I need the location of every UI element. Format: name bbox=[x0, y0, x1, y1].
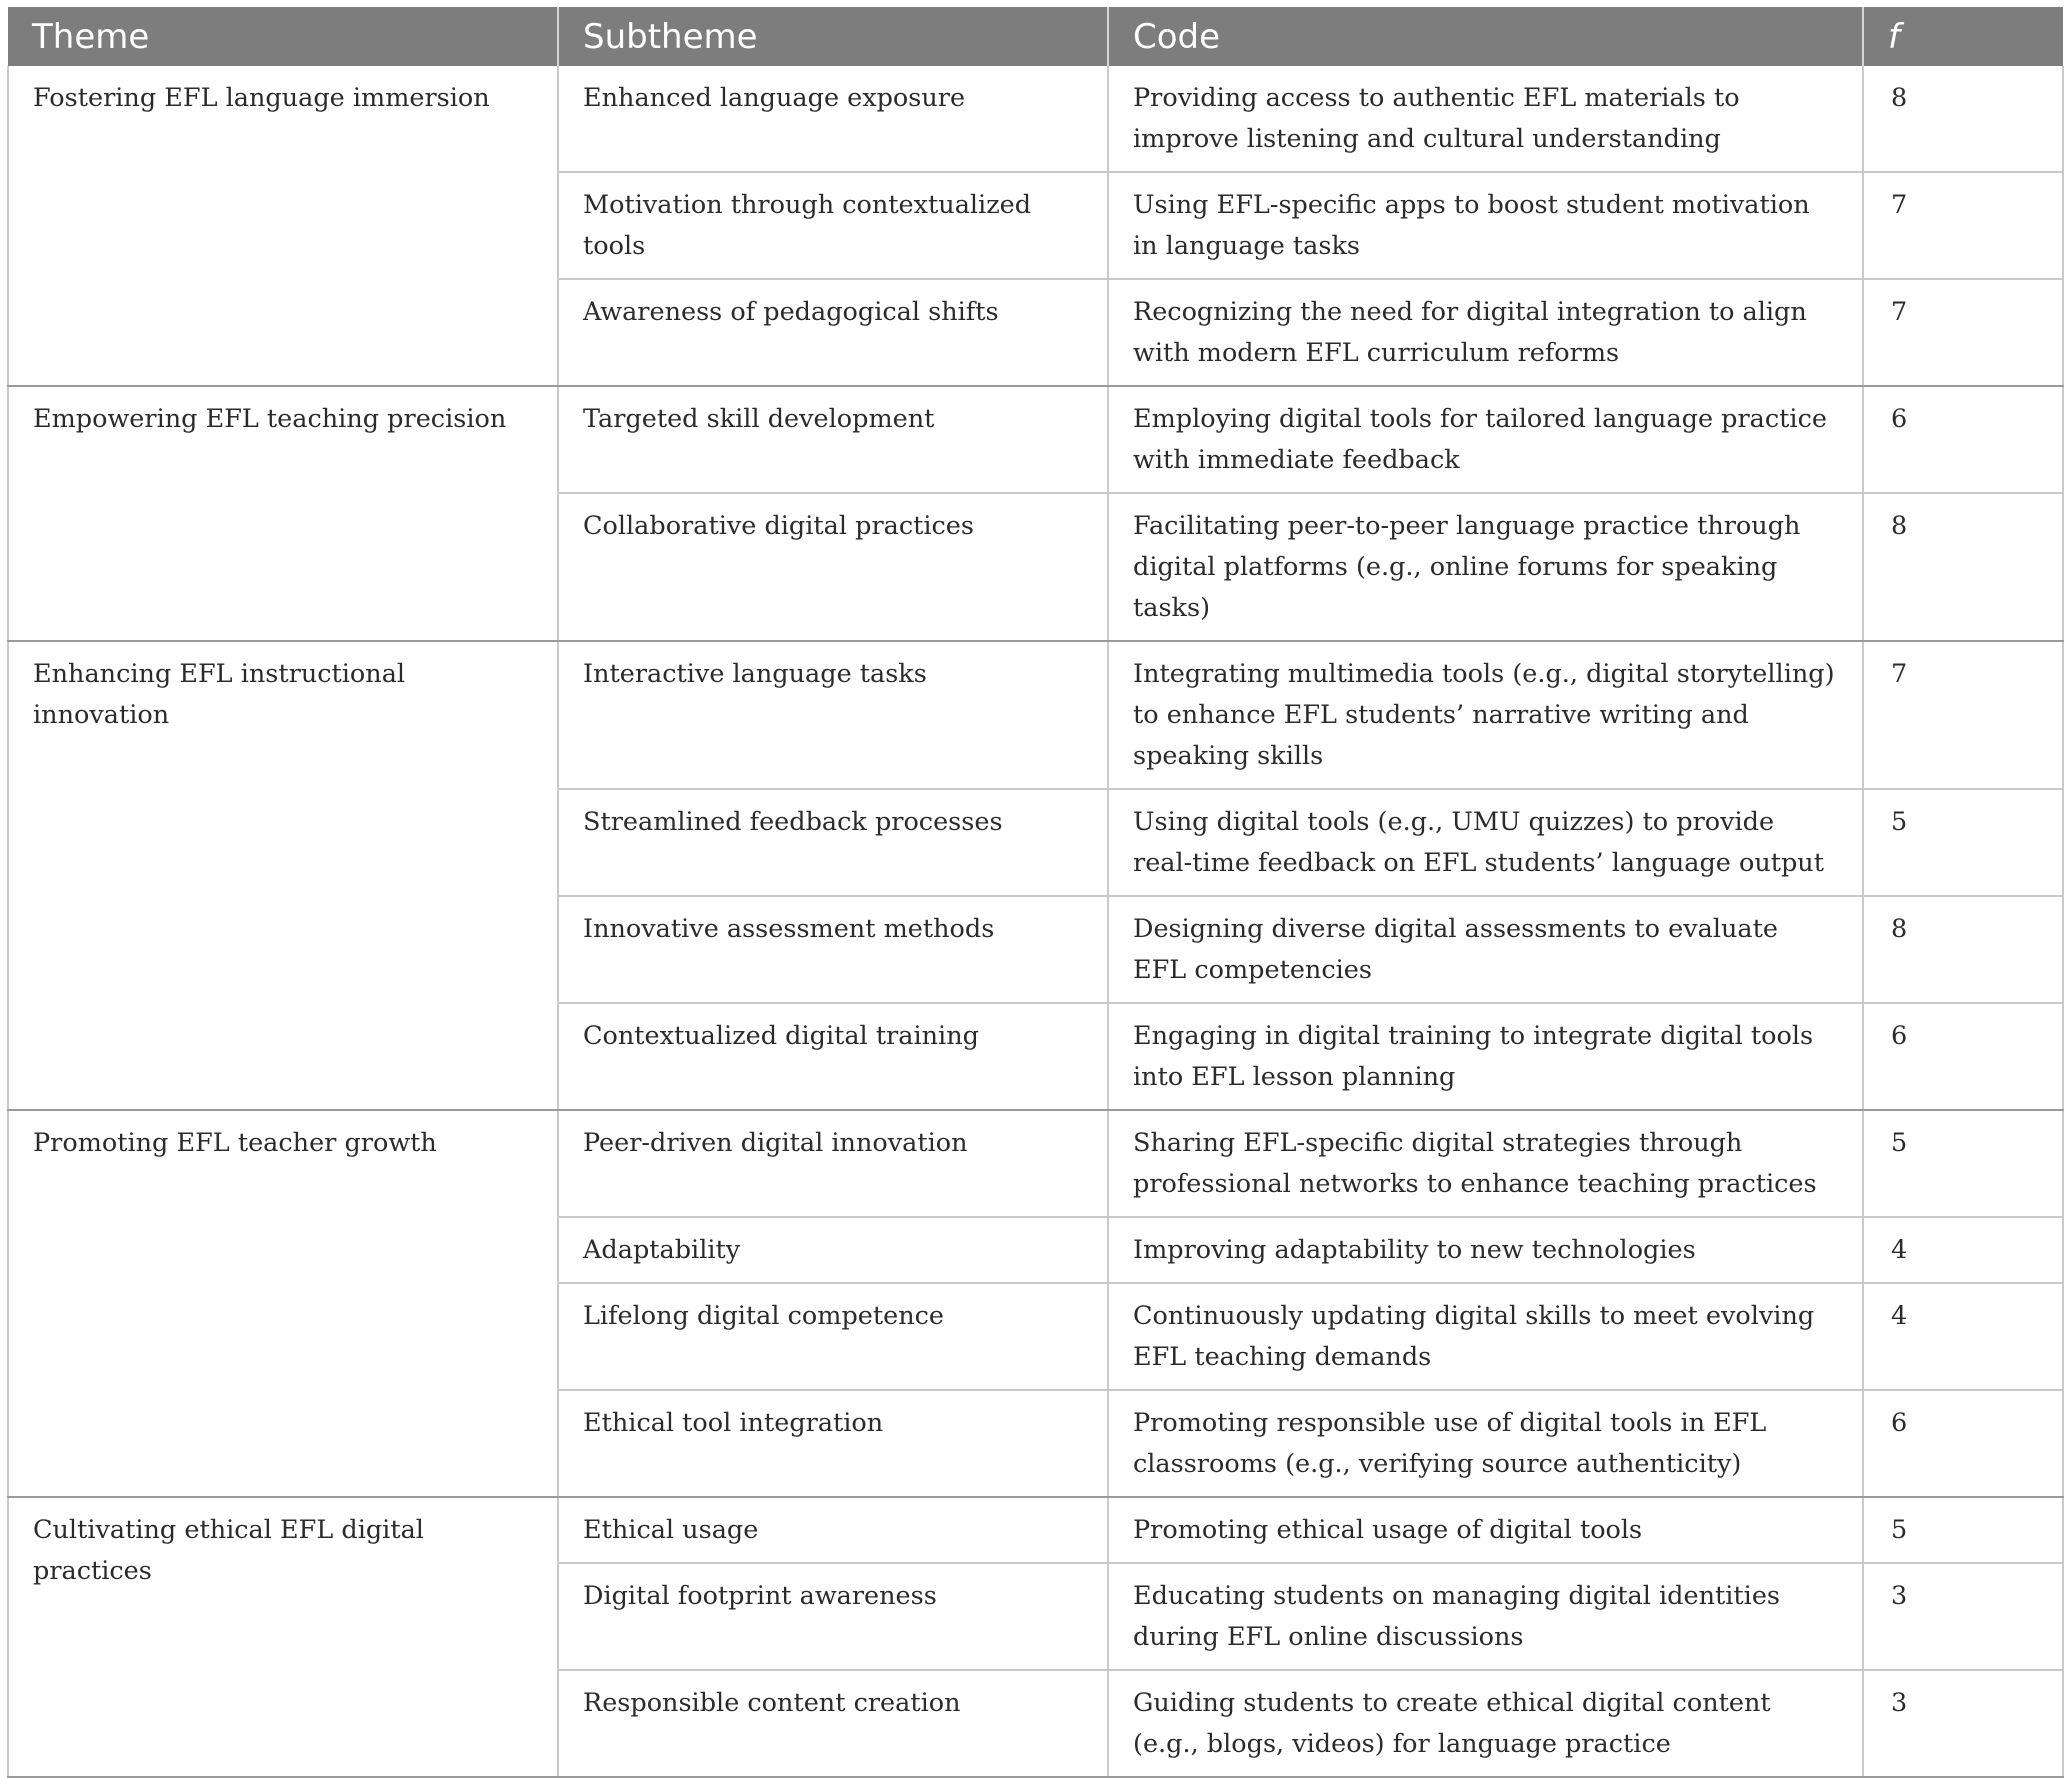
frequency-cell: 3 bbox=[1863, 1563, 2063, 1670]
code-cell: Employing digital tools for tailored language practice with immediate feedback bbox=[1108, 386, 1863, 493]
frequency-cell: 5 bbox=[1863, 1110, 2063, 1217]
code-cell: Continuously updating digital skills to meet evolving EFL teaching demands bbox=[1108, 1283, 1863, 1390]
code-cell: Educating students on managing digital identities during EFL online discussions bbox=[1108, 1563, 1863, 1670]
theme-cell: Empowering EFL teaching precision bbox=[8, 386, 558, 641]
code-cell: Guiding students to create ethical digital content (e.g., blogs, videos) for language practice bbox=[1108, 1670, 1863, 1777]
code-cell: Using digital tools (e.g., UMU quizzes) to provide real-time feedback on EFL students’ language output bbox=[1108, 789, 1863, 896]
subtheme-cell: Peer-driven digital innovation bbox=[558, 1110, 1108, 1217]
theme-cell: Fostering EFL language immersion bbox=[8, 66, 558, 386]
code-cell: Recognizing the need for digital integration to align with modern EFL curriculum reforms bbox=[1108, 279, 1863, 386]
code-cell: Engaging in digital training to integrate digital tools into EFL lesson planning bbox=[1108, 1003, 1863, 1110]
table-row bbox=[8, 386, 2063, 493]
theme-cell: Promoting EFL teacher growth bbox=[8, 1110, 558, 1497]
frequency-cell: 8 bbox=[1863, 493, 2063, 641]
subtheme-cell: Interactive language tasks bbox=[558, 641, 1108, 789]
subtheme-cell: Lifelong digital competence bbox=[558, 1283, 1108, 1390]
subtheme-cell: Responsible content creation bbox=[558, 1670, 1108, 1777]
code-cell: Improving adaptability to new technologies bbox=[1108, 1217, 1863, 1283]
header-theme: Theme bbox=[8, 7, 558, 66]
code-cell: Promoting ethical usage of digital tools bbox=[1108, 1497, 1863, 1563]
frequency-cell: 7 bbox=[1863, 172, 2063, 279]
frequency-cell: 5 bbox=[1863, 789, 2063, 896]
table-body bbox=[8, 66, 2063, 1777]
table-row bbox=[8, 66, 2063, 172]
code-cell: Using EFL-specific apps to boost student motivation in language tasks bbox=[1108, 172, 1863, 279]
code-cell: Promoting responsible use of digital tools in EFL classrooms (e.g., verifying source authenticity) bbox=[1108, 1390, 1863, 1497]
table-row bbox=[8, 1497, 2063, 1563]
frequency-cell: 6 bbox=[1863, 386, 2063, 493]
frequency-cell: 4 bbox=[1863, 1217, 2063, 1283]
header-code: Code bbox=[1108, 7, 1863, 66]
subtheme-cell: Innovative assessment methods bbox=[558, 896, 1108, 1003]
subtheme-cell: Ethical tool integration bbox=[558, 1390, 1108, 1497]
theme-cell: Cultivating ethical EFL digital practices bbox=[8, 1497, 558, 1777]
frequency-cell: 7 bbox=[1863, 279, 2063, 386]
frequency-cell: 4 bbox=[1863, 1283, 2063, 1390]
subtheme-cell: Enhanced language exposure bbox=[558, 66, 1108, 172]
subtheme-cell: Targeted skill development bbox=[558, 386, 1108, 493]
subtheme-cell: Digital footprint awareness bbox=[558, 1563, 1108, 1670]
frequency-cell: 5 bbox=[1863, 1497, 2063, 1563]
frequency-cell: 8 bbox=[1863, 66, 2063, 172]
header-subtheme: Subtheme bbox=[558, 7, 1108, 66]
table-header bbox=[8, 7, 2063, 66]
code-cell: Facilitating peer-to-peer language practice through digital platforms (e.g., online forums for speaking tasks) bbox=[1108, 493, 1863, 641]
code-cell: Designing diverse digital assessments to evaluate EFL competencies bbox=[1108, 896, 1863, 1003]
themes-table bbox=[7, 7, 2064, 1778]
subtheme-cell: Collaborative digital practices bbox=[558, 493, 1108, 641]
header-frequency: f bbox=[1863, 7, 2063, 66]
subtheme-cell: Ethical usage bbox=[558, 1497, 1108, 1563]
header-row bbox=[8, 7, 2063, 66]
frequency-cell: 8 bbox=[1863, 896, 2063, 1003]
frequency-cell: 7 bbox=[1863, 641, 2063, 789]
code-cell: Integrating multimedia tools (e.g., digital storytelling) to enhance EFL students’ narrative writing and speaking skills bbox=[1108, 641, 1863, 789]
table-row bbox=[8, 1110, 2063, 1217]
frequency-cell: 3 bbox=[1863, 1670, 2063, 1777]
table-row bbox=[8, 641, 2063, 789]
subtheme-cell: Streamlined feedback processes bbox=[558, 789, 1108, 896]
subtheme-cell: Contextualized digital training bbox=[558, 1003, 1108, 1110]
code-cell: Providing access to authentic EFL materials to improve listening and cultural understanding bbox=[1108, 66, 1863, 172]
subtheme-cell: Awareness of pedagogical shifts bbox=[558, 279, 1108, 386]
subtheme-cell: Motivation through contextualized tools bbox=[558, 172, 1108, 279]
theme-cell: Enhancing EFL instructional innovation bbox=[8, 641, 558, 1110]
code-cell: Sharing EFL-specific digital strategies through professional networks to enhance teaching practices bbox=[1108, 1110, 1863, 1217]
frequency-cell: 6 bbox=[1863, 1390, 2063, 1497]
subtheme-cell: Adaptability bbox=[558, 1217, 1108, 1283]
frequency-cell: 6 bbox=[1863, 1003, 2063, 1110]
